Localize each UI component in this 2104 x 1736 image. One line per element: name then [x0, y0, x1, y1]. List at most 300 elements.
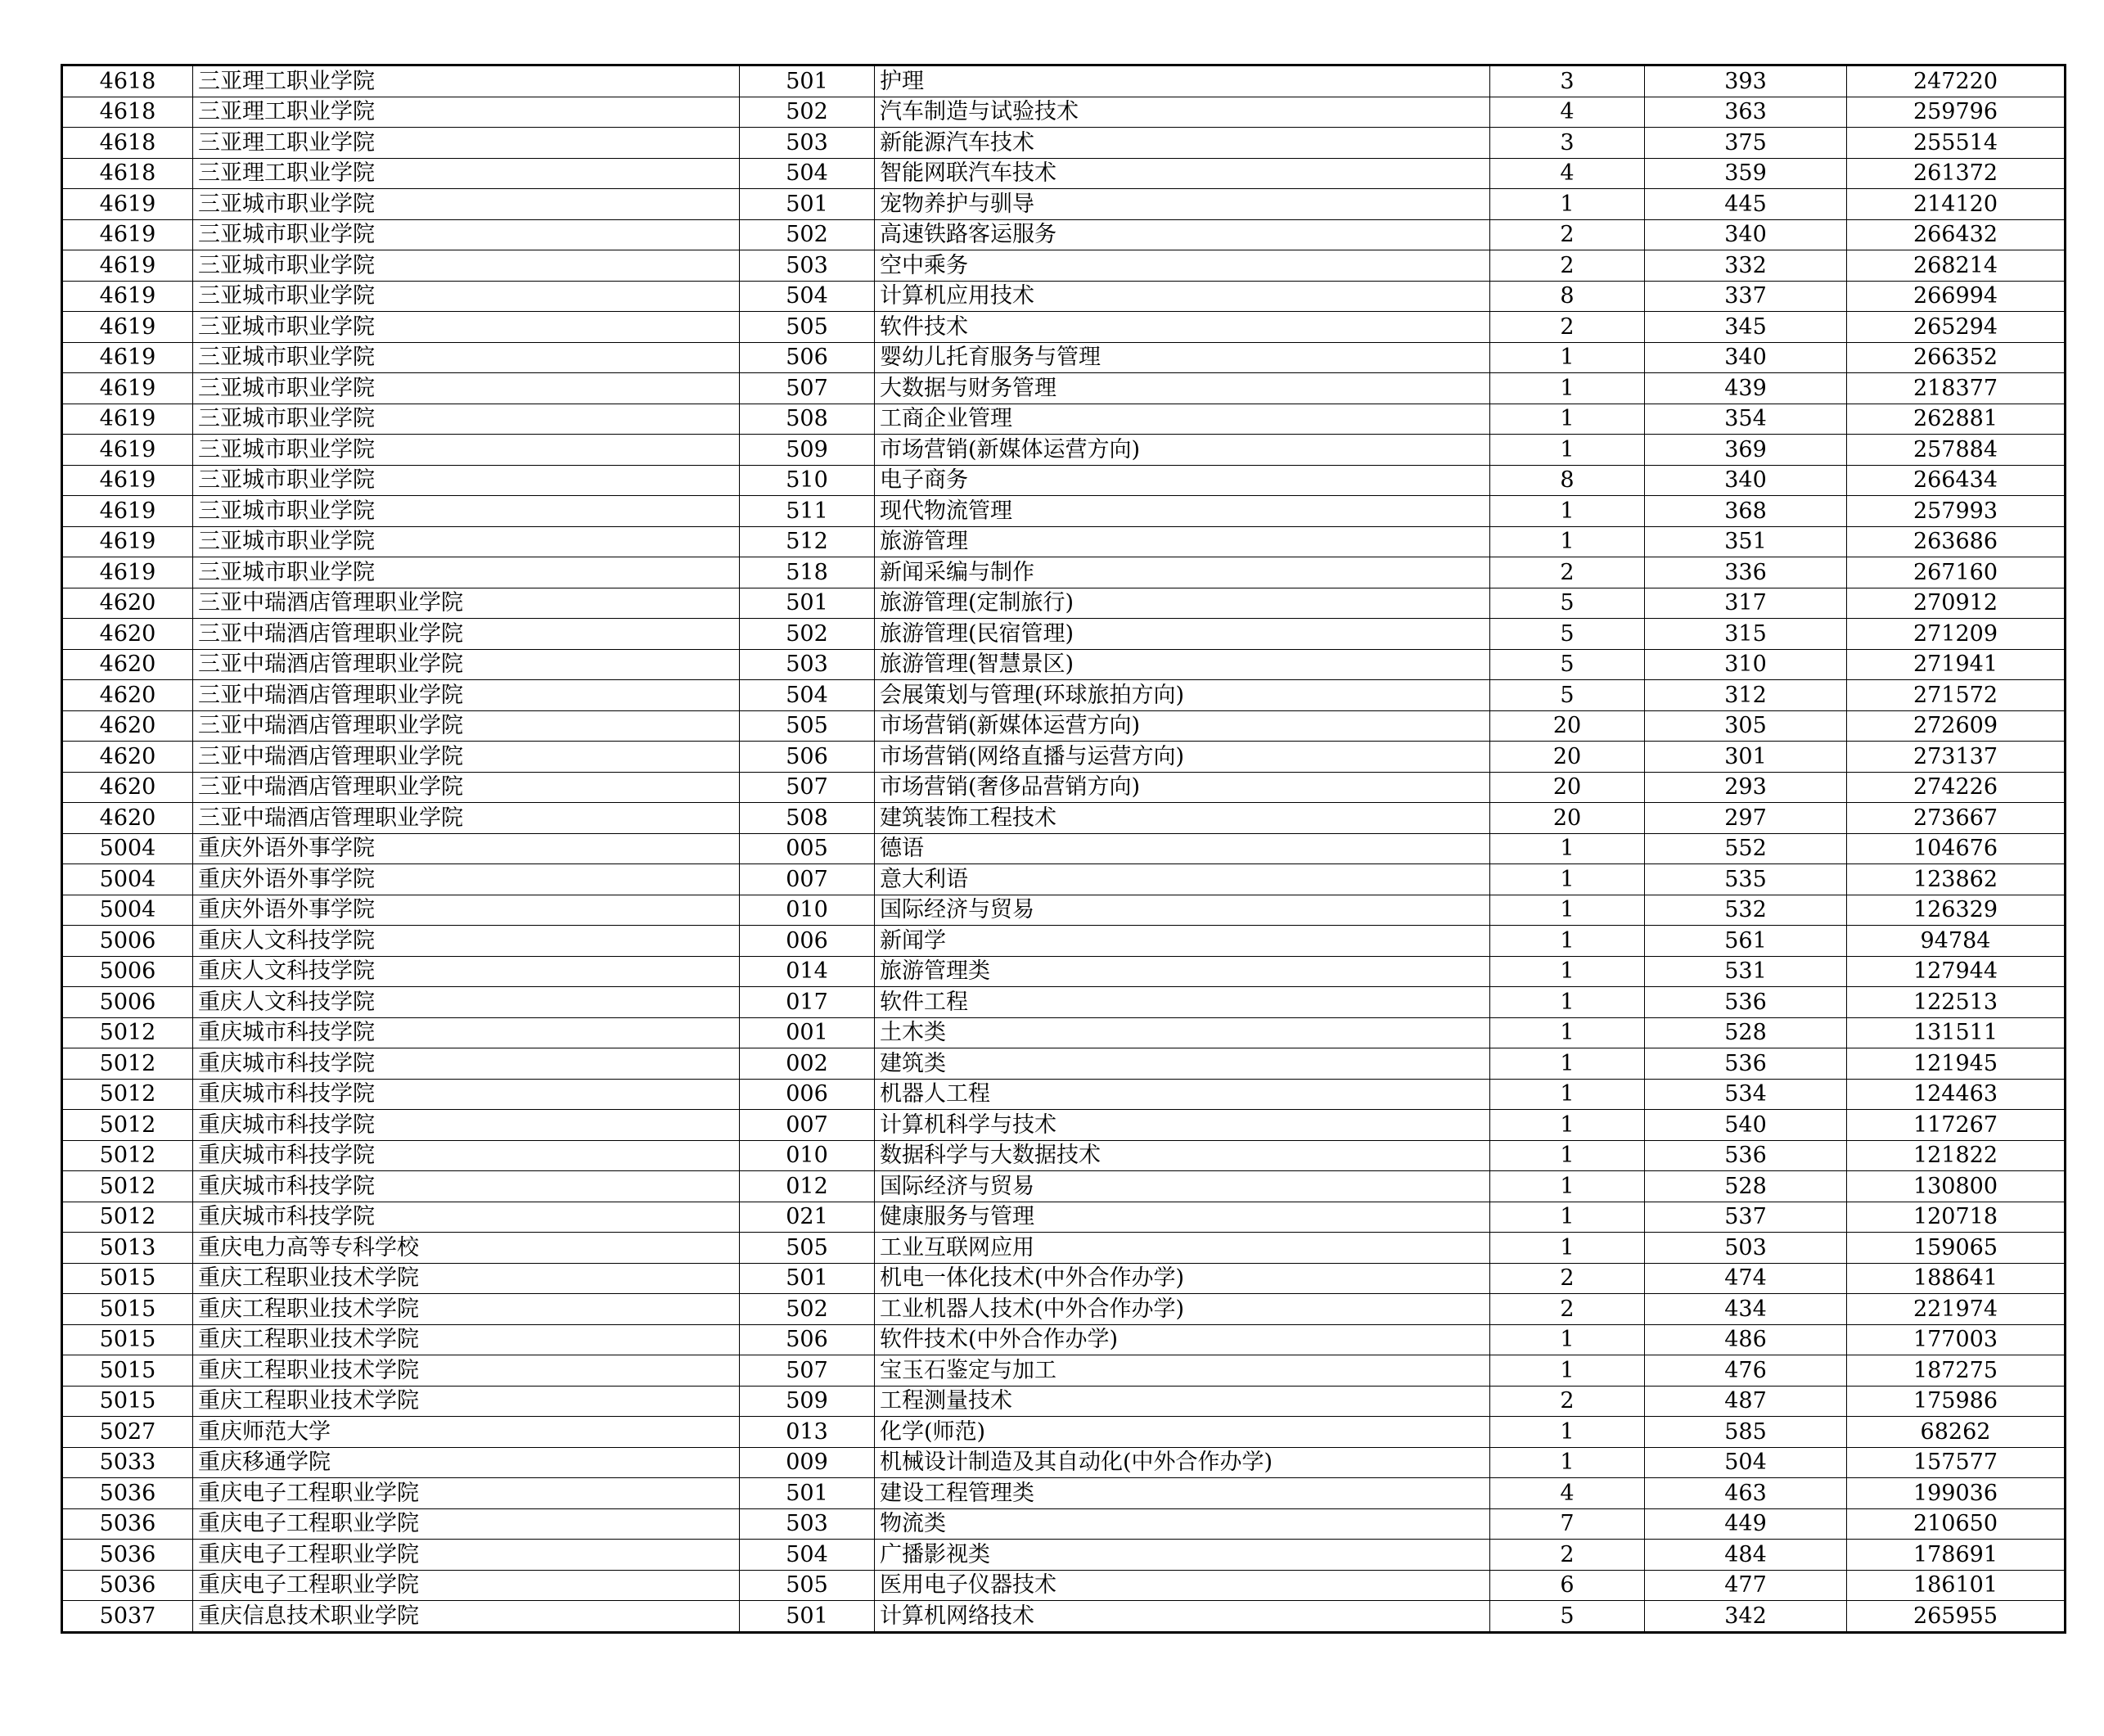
rank-cell: 221974 [1847, 1294, 2066, 1325]
plan-count-cell: 3 [1490, 65, 1645, 97]
major-code-cell: 010 [740, 895, 875, 926]
school-code-cell: 4619 [62, 435, 193, 466]
table-row [62, 1540, 2066, 1571]
school-code-cell: 5006 [62, 926, 193, 957]
plan-count-cell: 2 [1490, 1540, 1645, 1571]
school-name-cell: 三亚中瑞酒店管理职业学院 [193, 619, 740, 650]
school-name-cell: 重庆城市科技学院 [193, 1140, 740, 1171]
rank-cell: 68262 [1847, 1417, 2066, 1448]
table-row [62, 65, 2066, 97]
major-code-cell: 007 [740, 864, 875, 895]
school-name-cell: 三亚城市职业学院 [193, 435, 740, 466]
min-score-cell: 484 [1645, 1540, 1847, 1571]
major-name-cell: 旅游管理(定制旅行) [875, 588, 1490, 619]
min-score-cell: 317 [1645, 588, 1847, 619]
major-code-cell: 503 [740, 1508, 875, 1540]
min-score-cell: 336 [1645, 557, 1847, 588]
table-body [62, 65, 2066, 1633]
rank-cell: 121822 [1847, 1140, 2066, 1171]
major-name-cell: 工业互联网应用 [875, 1233, 1490, 1264]
min-score-cell: 534 [1645, 1079, 1847, 1110]
school-code-cell: 5012 [62, 1202, 193, 1233]
school-name-cell: 三亚城市职业学院 [193, 219, 740, 250]
table-row [62, 557, 2066, 588]
major-name-cell: 计算机网络技术 [875, 1601, 1490, 1633]
plan-count-cell: 1 [1490, 1233, 1645, 1264]
school-code-cell: 5012 [62, 1048, 193, 1080]
plan-count-cell: 2 [1490, 1294, 1645, 1325]
table-row [62, 128, 2066, 159]
school-code-cell: 4620 [62, 649, 193, 680]
major-name-cell: 工程测量技术 [875, 1386, 1490, 1417]
rank-cell: 274226 [1847, 772, 2066, 803]
table-row [62, 1079, 2066, 1110]
major-code-cell: 509 [740, 1386, 875, 1417]
major-name-cell: 化学(师范) [875, 1417, 1490, 1448]
min-score-cell: 536 [1645, 987, 1847, 1018]
major-code-cell: 501 [740, 65, 875, 97]
major-code-cell: 002 [740, 1048, 875, 1080]
min-score-cell: 337 [1645, 281, 1847, 312]
plan-count-cell: 4 [1490, 158, 1645, 189]
rank-cell: 257884 [1847, 435, 2066, 466]
rank-cell: 199036 [1847, 1478, 2066, 1509]
min-score-cell: 369 [1645, 435, 1847, 466]
major-name-cell: 汽车制造与试验技术 [875, 97, 1490, 128]
plan-count-cell: 1 [1490, 895, 1645, 926]
school-name-cell: 重庆城市科技学院 [193, 1202, 740, 1233]
school-code-cell: 4620 [62, 710, 193, 742]
plan-count-cell: 2 [1490, 219, 1645, 250]
school-name-cell: 重庆工程职业技术学院 [193, 1324, 740, 1355]
table-row [62, 803, 2066, 834]
school-name-cell: 重庆工程职业技术学院 [193, 1386, 740, 1417]
min-score-cell: 449 [1645, 1508, 1847, 1540]
school-code-cell: 5015 [62, 1355, 193, 1387]
school-name-cell: 三亚中瑞酒店管理职业学院 [193, 742, 740, 773]
school-code-cell: 5027 [62, 1417, 193, 1448]
plan-count-cell: 20 [1490, 803, 1645, 834]
school-name-cell: 重庆城市科技学院 [193, 1110, 740, 1141]
rank-cell: 123862 [1847, 864, 2066, 895]
rank-cell: 273137 [1847, 742, 2066, 773]
school-code-cell: 5015 [62, 1263, 193, 1294]
rank-cell: 265955 [1847, 1601, 2066, 1633]
school-name-cell: 三亚城市职业学院 [193, 250, 740, 282]
min-score-cell: 535 [1645, 864, 1847, 895]
major-name-cell: 数据科学与大数据技术 [875, 1140, 1490, 1171]
table-row [62, 97, 2066, 128]
rank-cell: 267160 [1847, 557, 2066, 588]
min-score-cell: 531 [1645, 956, 1847, 987]
school-name-cell: 重庆城市科技学院 [193, 1017, 740, 1048]
school-code-cell: 5006 [62, 987, 193, 1018]
major-code-cell: 508 [740, 404, 875, 435]
major-code-cell: 512 [740, 526, 875, 557]
school-name-cell: 重庆电子工程职业学院 [193, 1508, 740, 1540]
rank-cell: 178691 [1847, 1540, 2066, 1571]
school-name-cell: 三亚中瑞酒店管理职业学院 [193, 588, 740, 619]
plan-count-cell: 1 [1490, 526, 1645, 557]
min-score-cell: 445 [1645, 189, 1847, 220]
table-row [62, 1140, 2066, 1171]
min-score-cell: 332 [1645, 250, 1847, 282]
major-name-cell: 市场营销(新媒体运营方向) [875, 710, 1490, 742]
school-code-cell: 4618 [62, 65, 193, 97]
major-name-cell: 建筑装饰工程技术 [875, 803, 1490, 834]
major-code-cell: 505 [740, 312, 875, 343]
school-name-cell: 重庆电子工程职业学院 [193, 1478, 740, 1509]
table-row [62, 1355, 2066, 1387]
school-name-cell: 三亚理工职业学院 [193, 97, 740, 128]
school-name-cell: 三亚中瑞酒店管理职业学院 [193, 680, 740, 711]
rank-cell: 266434 [1847, 465, 2066, 496]
school-code-cell: 4618 [62, 158, 193, 189]
min-score-cell: 393 [1645, 65, 1847, 97]
table-row [62, 1447, 2066, 1478]
plan-count-cell: 20 [1490, 742, 1645, 773]
major-name-cell: 工业机器人技术(中外合作办学) [875, 1294, 1490, 1325]
school-name-cell: 三亚中瑞酒店管理职业学院 [193, 649, 740, 680]
table-row [62, 281, 2066, 312]
major-name-cell: 计算机应用技术 [875, 281, 1490, 312]
school-code-cell: 5036 [62, 1508, 193, 1540]
rank-cell: 214120 [1847, 189, 2066, 220]
plan-count-cell: 2 [1490, 312, 1645, 343]
school-name-cell: 三亚城市职业学院 [193, 465, 740, 496]
major-code-cell: 504 [740, 281, 875, 312]
min-score-cell: 310 [1645, 649, 1847, 680]
major-code-cell: 504 [740, 1540, 875, 1571]
major-name-cell: 机电一体化技术(中外合作办学) [875, 1263, 1490, 1294]
school-code-cell: 5037 [62, 1601, 193, 1633]
rank-cell: 272609 [1847, 710, 2066, 742]
plan-count-cell: 1 [1490, 1048, 1645, 1080]
plan-count-cell: 5 [1490, 619, 1645, 650]
rank-cell: 273667 [1847, 803, 2066, 834]
major-name-cell: 护理 [875, 65, 1490, 97]
major-code-cell: 007 [740, 1110, 875, 1141]
major-code-cell: 021 [740, 1202, 875, 1233]
major-name-cell: 婴幼儿托育服务与管理 [875, 342, 1490, 373]
major-name-cell: 宝玉石鉴定与加工 [875, 1355, 1490, 1387]
major-code-cell: 009 [740, 1447, 875, 1478]
school-code-cell: 5004 [62, 895, 193, 926]
table-row [62, 833, 2066, 864]
plan-count-cell: 1 [1490, 1017, 1645, 1048]
school-code-cell: 5012 [62, 1017, 193, 1048]
school-name-cell: 重庆外语外事学院 [193, 864, 740, 895]
table-row [62, 1263, 2066, 1294]
school-name-cell: 重庆工程职业技术学院 [193, 1294, 740, 1325]
major-name-cell: 现代物流管理 [875, 496, 1490, 527]
school-name-cell: 三亚城市职业学院 [193, 189, 740, 220]
plan-count-cell: 1 [1490, 1140, 1645, 1171]
table-row [62, 926, 2066, 957]
school-code-cell: 4620 [62, 619, 193, 650]
plan-count-cell: 2 [1490, 1386, 1645, 1417]
school-code-cell: 5004 [62, 833, 193, 864]
school-name-cell: 三亚城市职业学院 [193, 281, 740, 312]
min-score-cell: 537 [1645, 1202, 1847, 1233]
school-name-cell: 重庆人文科技学院 [193, 926, 740, 957]
min-score-cell: 477 [1645, 1570, 1847, 1601]
table-row [62, 588, 2066, 619]
school-code-cell: 5012 [62, 1140, 193, 1171]
school-code-cell: 4618 [62, 97, 193, 128]
plan-count-cell: 5 [1490, 1601, 1645, 1633]
min-score-cell: 312 [1645, 680, 1847, 711]
table-row [62, 250, 2066, 282]
major-name-cell: 空中乘务 [875, 250, 1490, 282]
plan-count-cell: 3 [1490, 128, 1645, 159]
table-row [62, 1294, 2066, 1325]
major-code-cell: 502 [740, 619, 875, 650]
school-code-cell: 4620 [62, 680, 193, 711]
major-name-cell: 电子商务 [875, 465, 1490, 496]
table-row [62, 1017, 2066, 1048]
school-name-cell: 重庆电力高等专科学校 [193, 1233, 740, 1264]
min-score-cell: 375 [1645, 128, 1847, 159]
school-name-cell: 重庆师范大学 [193, 1417, 740, 1448]
plan-count-cell: 1 [1490, 833, 1645, 864]
major-code-cell: 501 [740, 1478, 875, 1509]
table-row [62, 956, 2066, 987]
min-score-cell: 340 [1645, 465, 1847, 496]
table-row [62, 987, 2066, 1018]
major-name-cell: 旅游管理 [875, 526, 1490, 557]
plan-count-cell: 1 [1490, 1417, 1645, 1448]
rank-cell: 187275 [1847, 1355, 2066, 1387]
table-row [62, 158, 2066, 189]
plan-count-cell: 8 [1490, 281, 1645, 312]
rank-cell: 270912 [1847, 588, 2066, 619]
school-code-cell: 4619 [62, 281, 193, 312]
major-code-cell: 503 [740, 250, 875, 282]
rank-cell: 122513 [1847, 987, 2066, 1018]
major-code-cell: 012 [740, 1171, 875, 1202]
rank-cell: 259796 [1847, 97, 2066, 128]
min-score-cell: 552 [1645, 833, 1847, 864]
school-name-cell: 三亚城市职业学院 [193, 373, 740, 404]
admission-table [61, 64, 2066, 1634]
table-row [62, 1110, 2066, 1141]
rank-cell: 175986 [1847, 1386, 2066, 1417]
table-row [62, 772, 2066, 803]
major-name-cell: 宠物养护与驯导 [875, 189, 1490, 220]
major-code-cell: 006 [740, 926, 875, 957]
major-code-cell: 006 [740, 1079, 875, 1110]
major-name-cell: 物流类 [875, 1508, 1490, 1540]
major-name-cell: 软件技术 [875, 312, 1490, 343]
plan-count-cell: 4 [1490, 1478, 1645, 1509]
major-name-cell: 旅游管理(民宿管理) [875, 619, 1490, 650]
school-code-cell: 5036 [62, 1540, 193, 1571]
school-code-cell: 4619 [62, 404, 193, 435]
rank-cell: 268214 [1847, 250, 2066, 282]
table-row [62, 496, 2066, 527]
school-name-cell: 重庆城市科技学院 [193, 1171, 740, 1202]
major-name-cell: 市场营销(新媒体运营方向) [875, 435, 1490, 466]
table-row [62, 404, 2066, 435]
school-code-cell: 4619 [62, 312, 193, 343]
major-name-cell: 会展策划与管理(环球旅拍方向) [875, 680, 1490, 711]
school-code-cell: 4619 [62, 219, 193, 250]
min-score-cell: 486 [1645, 1324, 1847, 1355]
major-name-cell: 机器人工程 [875, 1079, 1490, 1110]
school-name-cell: 三亚理工职业学院 [193, 158, 740, 189]
school-name-cell: 重庆工程职业技术学院 [193, 1355, 740, 1387]
major-code-cell: 001 [740, 1017, 875, 1048]
min-score-cell: 487 [1645, 1386, 1847, 1417]
min-score-cell: 434 [1645, 1294, 1847, 1325]
major-name-cell: 软件工程 [875, 987, 1490, 1018]
school-code-cell: 5033 [62, 1447, 193, 1478]
rank-cell: 130800 [1847, 1171, 2066, 1202]
school-code-cell: 5036 [62, 1478, 193, 1509]
major-code-cell: 503 [740, 649, 875, 680]
major-code-cell: 502 [740, 219, 875, 250]
rank-cell: 159065 [1847, 1233, 2066, 1264]
major-name-cell: 工商企业管理 [875, 404, 1490, 435]
min-score-cell: 540 [1645, 1110, 1847, 1141]
rank-cell: 177003 [1847, 1324, 2066, 1355]
major-code-cell: 501 [740, 1263, 875, 1294]
school-code-cell: 4620 [62, 803, 193, 834]
major-name-cell: 建设工程管理类 [875, 1478, 1490, 1509]
school-name-cell: 重庆工程职业技术学院 [193, 1263, 740, 1294]
school-name-cell: 三亚城市职业学院 [193, 342, 740, 373]
major-name-cell: 新闻采编与制作 [875, 557, 1490, 588]
major-code-cell: 510 [740, 465, 875, 496]
school-code-cell: 5006 [62, 956, 193, 987]
rank-cell: 271941 [1847, 649, 2066, 680]
table-row [62, 435, 2066, 466]
rank-cell: 157577 [1847, 1447, 2066, 1478]
rank-cell: 266352 [1847, 342, 2066, 373]
min-score-cell: 439 [1645, 373, 1847, 404]
school-code-cell: 4619 [62, 557, 193, 588]
table-row [62, 864, 2066, 895]
school-code-cell: 5012 [62, 1079, 193, 1110]
rank-cell: 120718 [1847, 1202, 2066, 1233]
school-name-cell: 重庆外语外事学院 [193, 895, 740, 926]
min-score-cell: 293 [1645, 772, 1847, 803]
major-name-cell: 土木类 [875, 1017, 1490, 1048]
rank-cell: 262881 [1847, 404, 2066, 435]
major-code-cell: 506 [740, 742, 875, 773]
major-code-cell: 505 [740, 1233, 875, 1264]
plan-count-cell: 1 [1490, 1079, 1645, 1110]
plan-count-cell: 5 [1490, 649, 1645, 680]
major-code-cell: 501 [740, 1601, 875, 1633]
school-name-cell: 三亚城市职业学院 [193, 404, 740, 435]
rank-cell: 126329 [1847, 895, 2066, 926]
plan-count-cell: 1 [1490, 189, 1645, 220]
major-name-cell: 新能源汽车技术 [875, 128, 1490, 159]
min-score-cell: 315 [1645, 619, 1847, 650]
major-code-cell: 005 [740, 833, 875, 864]
school-name-cell: 三亚中瑞酒店管理职业学院 [193, 772, 740, 803]
table-row [62, 710, 2066, 742]
major-code-cell: 501 [740, 588, 875, 619]
major-code-cell: 014 [740, 956, 875, 987]
major-code-cell: 507 [740, 373, 875, 404]
min-score-cell: 340 [1645, 219, 1847, 250]
min-score-cell: 532 [1645, 895, 1847, 926]
school-code-cell: 4619 [62, 373, 193, 404]
table-row [62, 465, 2066, 496]
major-name-cell: 大数据与财务管理 [875, 373, 1490, 404]
plan-count-cell: 20 [1490, 710, 1645, 742]
rank-cell: 271572 [1847, 680, 2066, 711]
table-row [62, 1417, 2066, 1448]
school-name-cell: 三亚理工职业学院 [193, 65, 740, 97]
school-name-cell: 重庆外语外事学院 [193, 833, 740, 864]
school-name-cell: 三亚中瑞酒店管理职业学院 [193, 710, 740, 742]
plan-count-cell: 5 [1490, 588, 1645, 619]
rank-cell: 266432 [1847, 219, 2066, 250]
major-code-cell: 506 [740, 342, 875, 373]
major-code-cell: 505 [740, 710, 875, 742]
table-row [62, 1171, 2066, 1202]
school-name-cell: 重庆电子工程职业学院 [193, 1570, 740, 1601]
school-code-cell: 5013 [62, 1233, 193, 1264]
school-name-cell: 三亚城市职业学院 [193, 496, 740, 527]
min-score-cell: 351 [1645, 526, 1847, 557]
major-name-cell: 高速铁路客运服务 [875, 219, 1490, 250]
school-code-cell: 4619 [62, 496, 193, 527]
plan-count-cell: 20 [1490, 772, 1645, 803]
school-name-cell: 重庆移通学院 [193, 1447, 740, 1478]
school-name-cell: 重庆人文科技学院 [193, 987, 740, 1018]
min-score-cell: 528 [1645, 1171, 1847, 1202]
major-code-cell: 010 [740, 1140, 875, 1171]
school-code-cell: 4619 [62, 189, 193, 220]
plan-count-cell: 7 [1490, 1508, 1645, 1540]
major-name-cell: 旅游管理(智慧景区) [875, 649, 1490, 680]
school-code-cell: 4620 [62, 588, 193, 619]
min-score-cell: 305 [1645, 710, 1847, 742]
major-name-cell: 医用电子仪器技术 [875, 1570, 1490, 1601]
plan-count-cell: 1 [1490, 496, 1645, 527]
plan-count-cell: 1 [1490, 987, 1645, 1018]
rank-cell: 261372 [1847, 158, 2066, 189]
rank-cell: 127944 [1847, 956, 2066, 987]
table-row [62, 895, 2066, 926]
school-code-cell: 5015 [62, 1386, 193, 1417]
rank-cell: 186101 [1847, 1570, 2066, 1601]
major-code-cell: 505 [740, 1570, 875, 1601]
major-code-cell: 506 [740, 1324, 875, 1355]
min-score-cell: 340 [1645, 342, 1847, 373]
school-name-cell: 重庆城市科技学院 [193, 1048, 740, 1080]
school-code-cell: 4619 [62, 526, 193, 557]
school-code-cell: 5036 [62, 1570, 193, 1601]
min-score-cell: 536 [1645, 1140, 1847, 1171]
school-name-cell: 三亚中瑞酒店管理职业学院 [193, 803, 740, 834]
major-name-cell: 智能网联汽车技术 [875, 158, 1490, 189]
school-code-cell: 5015 [62, 1324, 193, 1355]
rank-cell: 121945 [1847, 1048, 2066, 1080]
plan-count-cell: 1 [1490, 1447, 1645, 1478]
rank-cell: 210650 [1847, 1508, 2066, 1540]
table-row [62, 1233, 2066, 1264]
major-code-cell: 504 [740, 158, 875, 189]
table-row [62, 649, 2066, 680]
min-score-cell: 474 [1645, 1263, 1847, 1294]
plan-count-cell: 1 [1490, 1171, 1645, 1202]
